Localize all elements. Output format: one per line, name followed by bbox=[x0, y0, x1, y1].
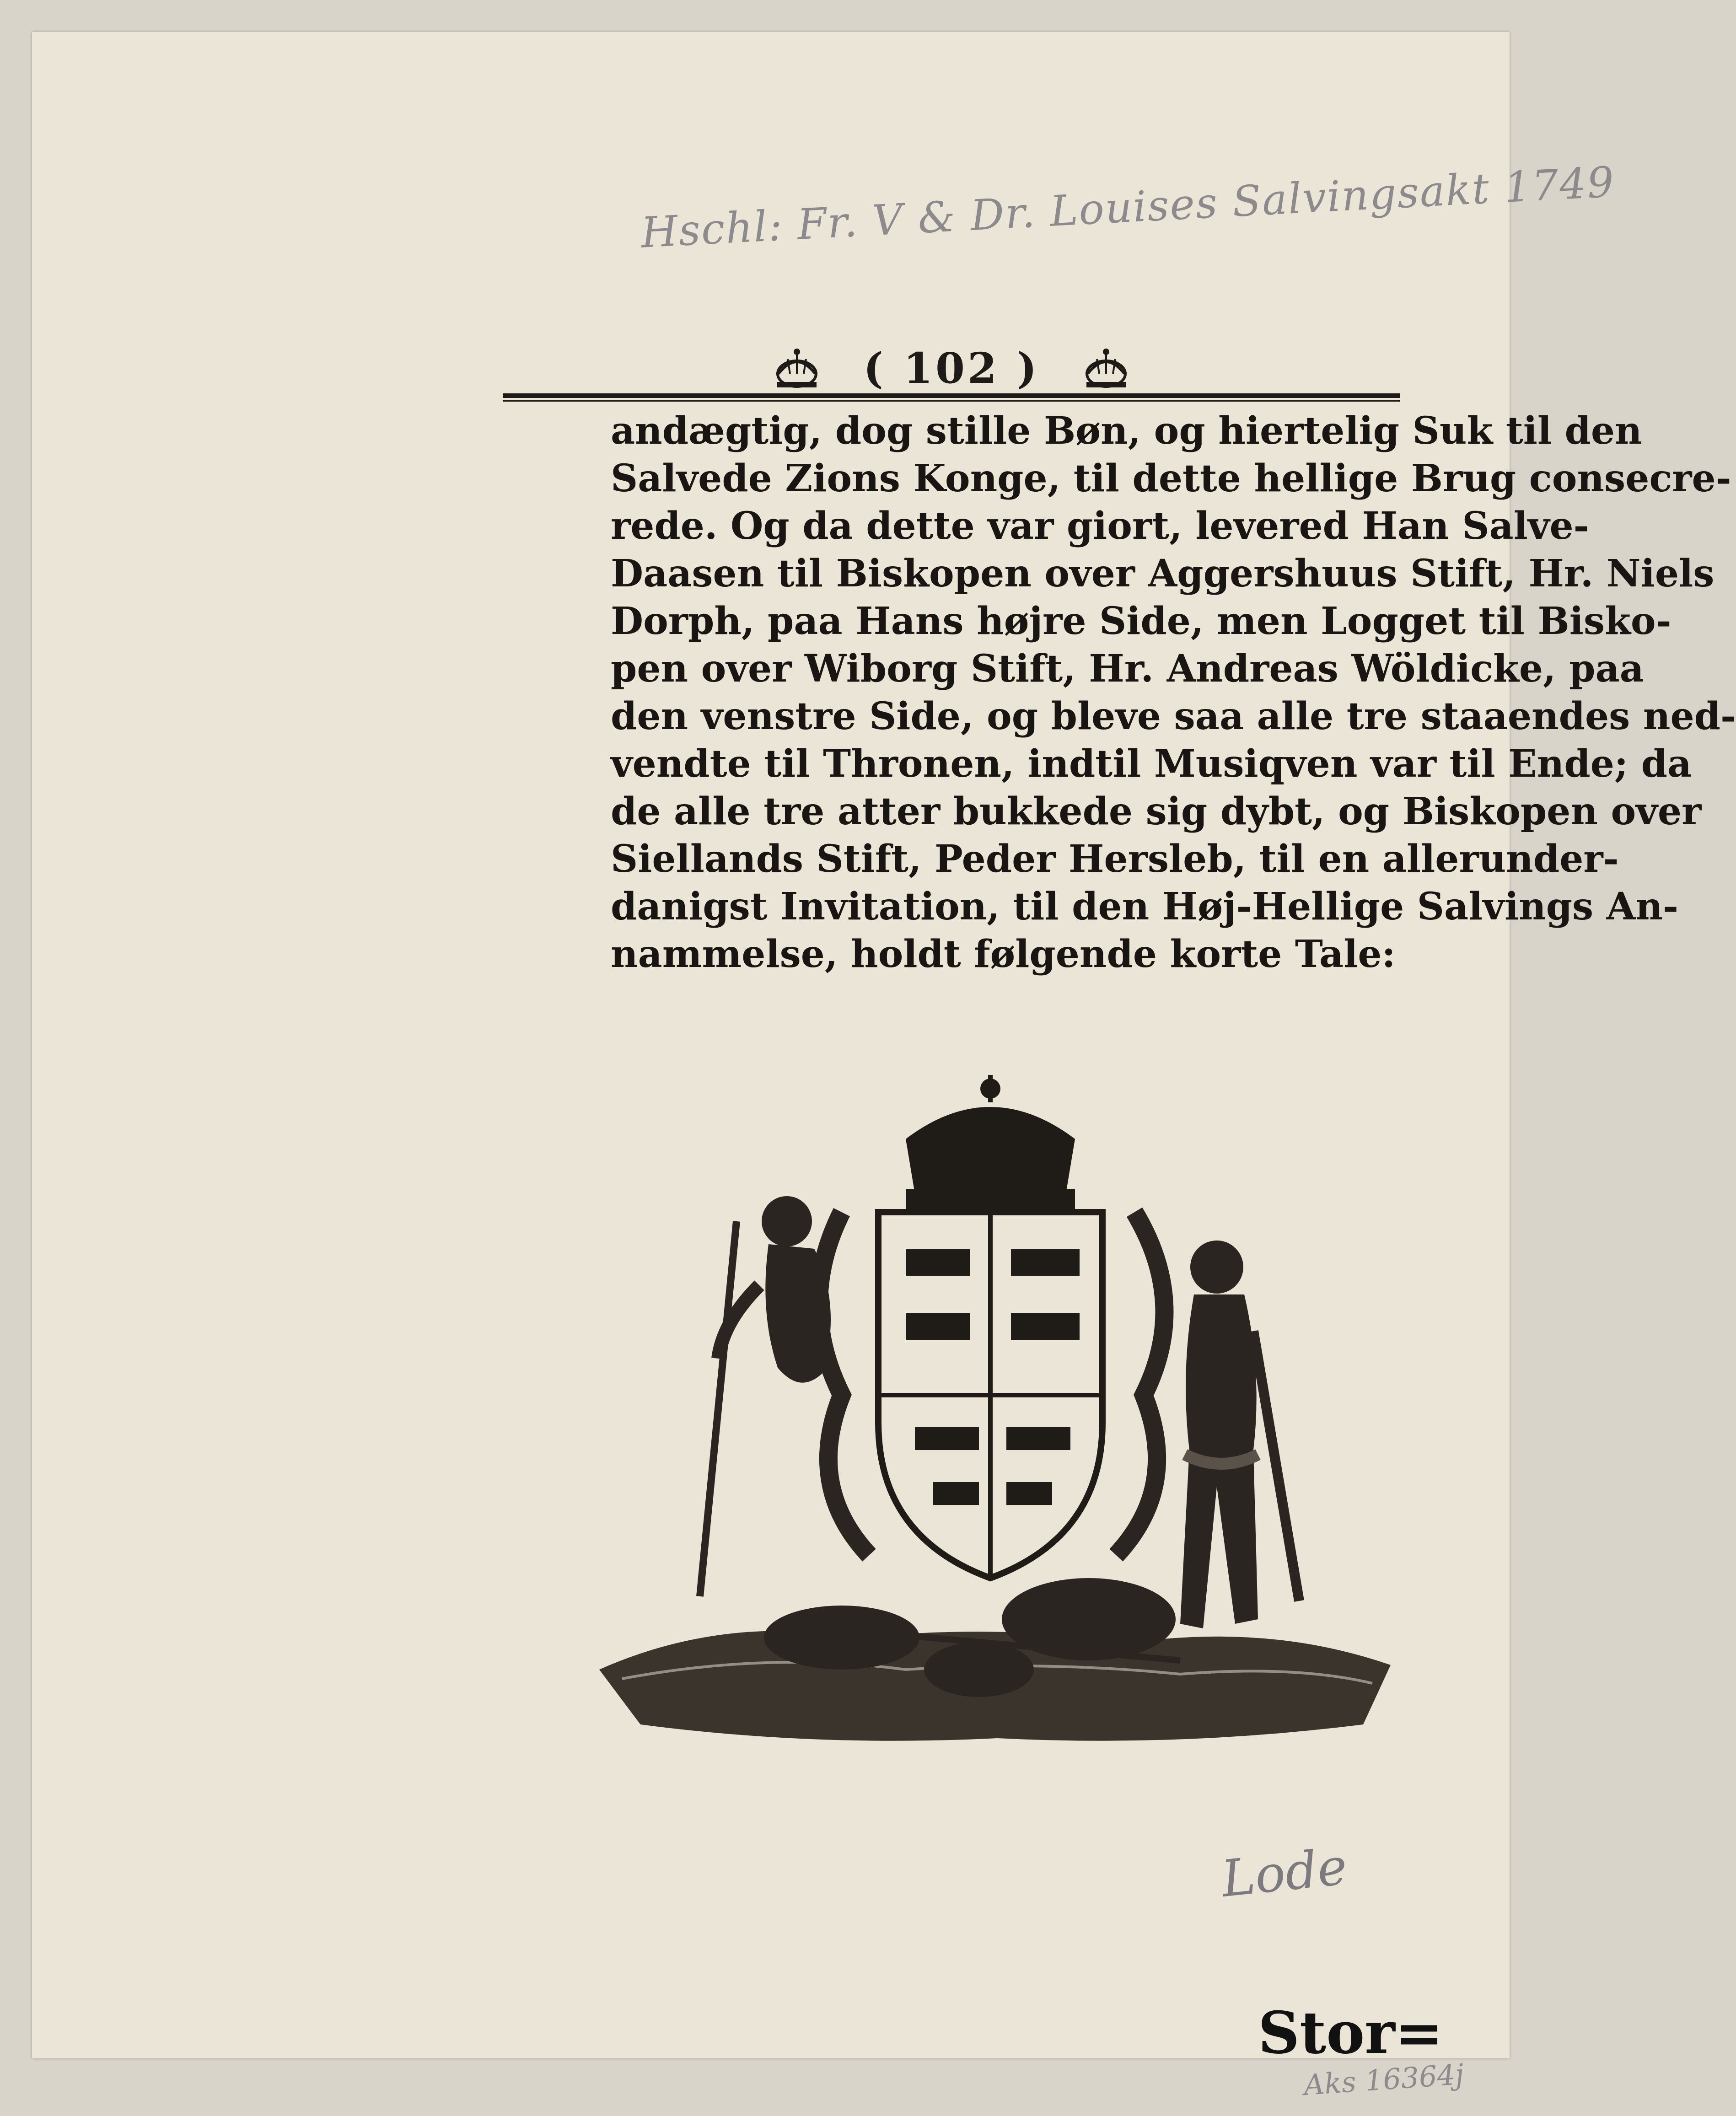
text-line: danigst Invitation, til den Høj-Hellige Salvings An- bbox=[611, 885, 1679, 929]
crown-icon bbox=[1081, 345, 1131, 391]
text-line: Siellands Stift, Peder Hersleb, til en allerunder- bbox=[611, 837, 1619, 881]
pencil-annotation-top: Hschl: Fr. V & Dr. Louises Salvingsakt 1749 bbox=[640, 157, 1616, 258]
catchword: Stor= bbox=[1258, 1999, 1444, 2067]
header-rule bbox=[503, 393, 1400, 398]
left-figure bbox=[700, 1196, 831, 1596]
page-number: ( 102 ) bbox=[863, 344, 1040, 393]
text-line: andægtig, dog stille Bøn, og hiertelig Suk til den bbox=[611, 409, 1642, 453]
text-line: rede. Og da dette var giort, levered Han Salve- bbox=[611, 504, 1589, 548]
pencil-signature: Lode bbox=[1219, 1837, 1350, 1909]
header-rule-thin bbox=[503, 400, 1400, 402]
text-line: nammelse, holdt følgende korte Tale: bbox=[611, 932, 1396, 976]
text-line: vendte til Thronen, indtil Musiqven var til Ende; da bbox=[611, 742, 1692, 786]
document-page bbox=[32, 32, 1736, 2102]
pencil-accession-number: Aks 16364j bbox=[1302, 2057, 1465, 2102]
text-line: Daasen til Biskopen over Aggershuus Stift, Hr. Niels bbox=[611, 552, 1715, 596]
text-line: pen over Wiborg Stift, Hr. Andreas Wöldicke, paa bbox=[611, 647, 1644, 691]
text-line: Dorph, paa Hans højre Side, men Logget til Bisko- bbox=[611, 599, 1672, 643]
right-figure bbox=[1180, 1241, 1299, 1628]
text-line: den venstre Side, og bleve saa alle tre staaendes ned- bbox=[611, 694, 1736, 738]
text-line: de alle tre atter bukkede sig dybt, og Biskopen over bbox=[611, 789, 1702, 833]
text-line: Salvede Zions Konge, til dette hellige Brug consecre- bbox=[611, 456, 1731, 500]
crown-icon bbox=[772, 345, 822, 391]
crown-crest bbox=[906, 1075, 1075, 1210]
coat-of-arms-engraving bbox=[586, 1075, 1395, 1761]
body-text bbox=[611, 407, 1736, 978]
page-header bbox=[503, 334, 1400, 403]
